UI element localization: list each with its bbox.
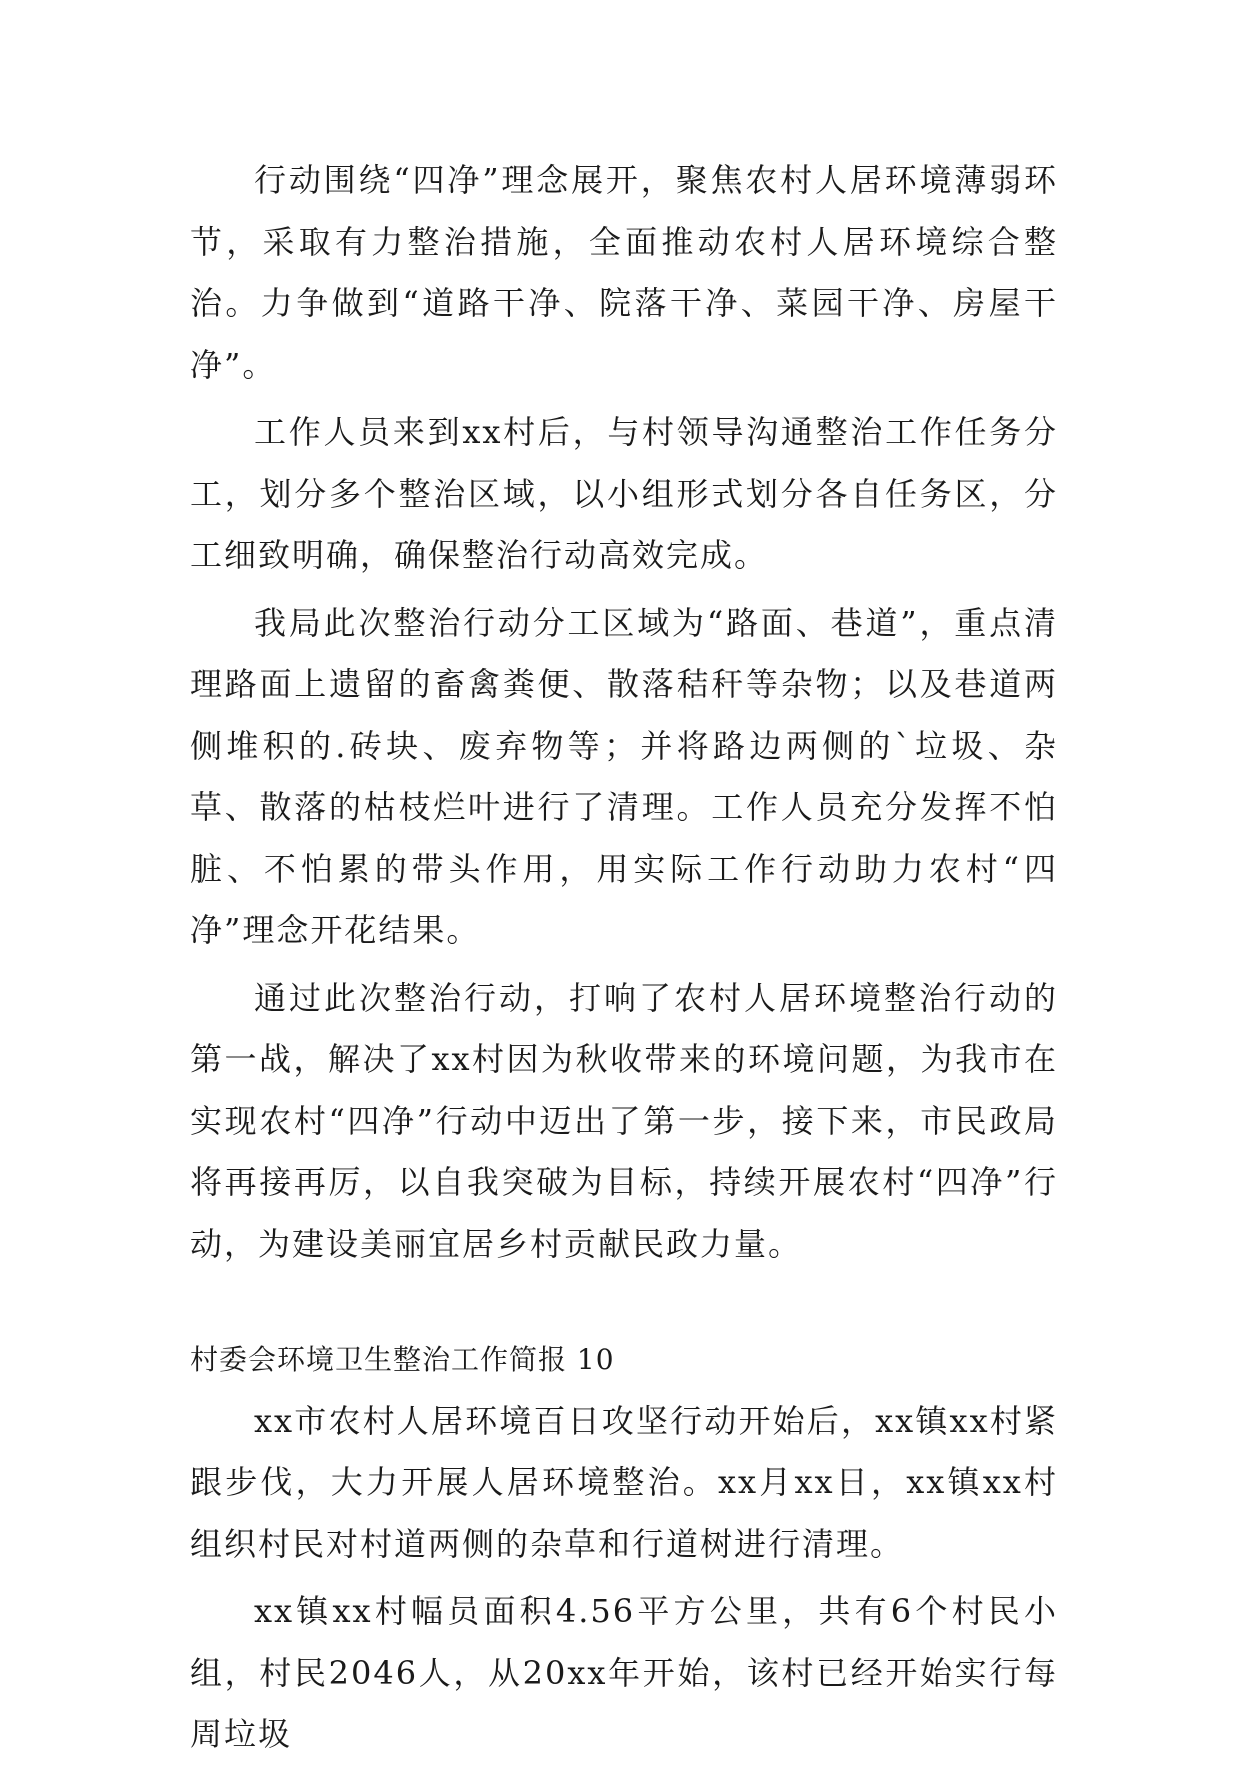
paragraph: xx市农村人居环境百日攻坚行动开始后，xx镇xx村紧跟步伐，大力开展人居环境整治。xx月xx日，xx镇xx村组织村民对村道两侧的杂草和行道树进行清理。 xyxy=(190,1401,1058,1563)
paragraph: 通过此次整治行动，打响了农村人居环境整治行动的第一战，解决了xx村因为秋收带来的环境问题，为我市在实现农村“四净”行动中迈出了第一步，接下来，市民政局将再接再厉，以自我突破为目标，持续开展农村“四净”行动，为建设美丽宜居乡村贡献民政力量。 xyxy=(190,978,1058,1263)
paragraph: 工作人员来到xx村后，与村领导沟通整治工作任务分工，划分多个整治区域，以小组形式划分各自任务区，分工细致明确，确保整治行动高效完成。 xyxy=(190,413,1058,574)
paragraph: xx镇xx村幅员面积4.56平方公里，共有6个村民小组，村民2046人，从20xx年开始，该村已经开始实行每周垃圾 xyxy=(190,1592,1058,1753)
section-heading: 村委会环境卫生整治工作简报 10 xyxy=(190,1343,615,1376)
document-body xyxy=(190,150,1058,1772)
paragraph: 我局此次整治行动分工区域为“路面、巷道”，重点清理路面上遗留的畜禽粪便、散落秸秆等杂物；以及巷道两侧堆积的.砖块、废弃物等；并将路边两侧的`垃圾、杂草、散落的枯枝烂叶进行了清理。工作人员充分发挥不怕脏、不怕累的带头作用，用实际工作行动助力农村“四净”理念开花结果。 xyxy=(190,603,1058,949)
paragraph: 行动围绕“四净”理念展开，聚焦农村人居环境薄弱环节，采取有力整治措施，全面推动农村人居环境综合整治。力争做到“道路干净、院落干净、菜园干净、房屋干净”。 xyxy=(190,161,1058,384)
